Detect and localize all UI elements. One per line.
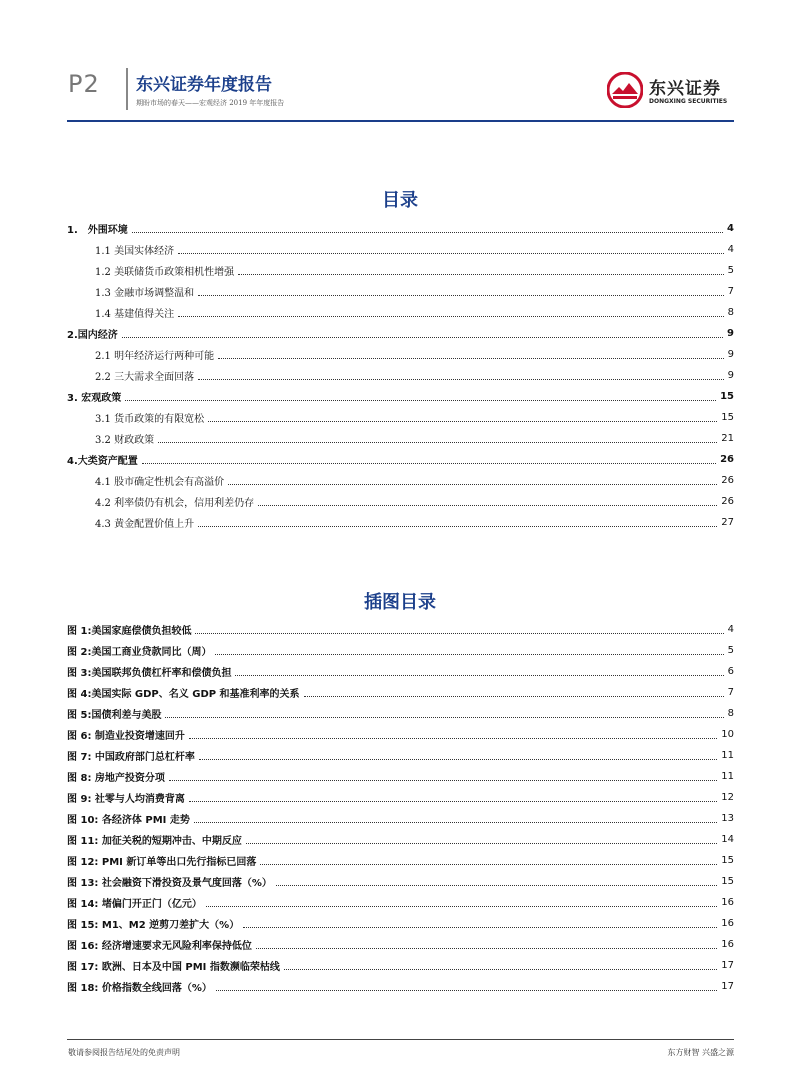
figure-entry[interactable]: [67, 661, 734, 682]
dot-leader: [189, 801, 717, 802]
entry-label: 2.1 明年经济运行两种可能: [95, 351, 215, 362]
dot-leader: [246, 843, 717, 844]
dot-leader: [258, 505, 717, 506]
contents-title: 目录: [382, 190, 418, 211]
entry-label: 1.2 美联储货币政策相机性增强: [95, 267, 235, 278]
figure-entry[interactable]: [67, 640, 734, 661]
toc-entry[interactable]: [67, 386, 734, 407]
figure-entry[interactable]: [67, 787, 734, 808]
entry-label: 图 18: 价格指数全线回落（%）: [67, 983, 212, 994]
figure-entry[interactable]: [67, 829, 734, 850]
entry-page-number: 27: [721, 517, 734, 528]
entry-label: 图 4:美国实际 GDP、名义 GDP 和基准利率的关系: [67, 689, 300, 700]
entry-label: 图 16: 经济增速要求无风险利率保持低位: [67, 941, 252, 952]
entry-page-number: 13: [721, 813, 734, 824]
entry-page-number: 11: [721, 750, 734, 761]
dot-leader: [198, 295, 724, 296]
entry-page-number: 4: [727, 223, 734, 234]
figure-entry[interactable]: [67, 976, 734, 997]
entry-label: 图 14: 堵偏门开正门（亿元）: [67, 899, 202, 910]
figure-entry[interactable]: [67, 892, 734, 913]
dongxing-logo-icon: [607, 72, 643, 108]
entry-page-number: 8: [727, 708, 734, 719]
figures-title: 插图目录: [364, 592, 436, 613]
entry-page-number: 15: [721, 876, 734, 887]
entry-label: 3.2 财政政策: [95, 435, 155, 446]
entry-page-number: 4: [727, 244, 734, 255]
toc-entry[interactable]: [67, 407, 734, 428]
report-title: 东兴证券年度报告: [136, 75, 272, 95]
dot-leader: [276, 885, 717, 886]
entry-label: 4.大类资产配置: [67, 456, 138, 467]
dot-leader: [122, 337, 723, 338]
dot-leader: [199, 759, 717, 760]
toc-entry[interactable]: [67, 302, 734, 323]
entry-label: 图 8: 房地产投资分项: [67, 773, 165, 784]
entry-label: 图 1:美国家庭偿债负担较低: [67, 626, 192, 637]
entry-page-number: 7: [727, 286, 734, 297]
entry-label: 1. 外围环境: [67, 225, 128, 236]
entry-page-number: 16: [721, 939, 734, 950]
entry-page-number: 15: [721, 412, 734, 423]
dot-leader: [194, 822, 717, 823]
dot-leader: [195, 633, 723, 634]
entry-page-number: 5: [727, 265, 734, 276]
entry-label: 3. 宏观政策: [67, 393, 122, 404]
header-rule: [67, 120, 734, 122]
entry-page-number: 26: [720, 454, 734, 465]
figure-entry[interactable]: [67, 745, 734, 766]
dot-leader: [189, 738, 717, 739]
entry-label: 图 7: 中国政府部门总杠杆率: [67, 752, 195, 763]
entry-page-number: 8: [727, 307, 734, 318]
entry-page-number: 9: [727, 328, 734, 339]
entry-label: 3.1 货币政策的有限宽松: [95, 414, 205, 425]
report-subtitle: 期盼市场的春天——宏观经济 2019 年年度报告: [136, 99, 285, 107]
entry-label: 4.1 股市确定性机会有高溢价: [95, 477, 225, 488]
figure-entry[interactable]: [67, 724, 734, 745]
toc-entry[interactable]: [67, 344, 734, 365]
entry-label: 2.国内经济: [67, 330, 118, 341]
figure-entry[interactable]: [67, 871, 734, 892]
entry-page-number: 6: [727, 666, 734, 677]
figure-entry[interactable]: [67, 913, 734, 934]
dot-leader: [178, 253, 724, 254]
entry-page-number: 14: [721, 834, 734, 845]
entry-label: 4.2 利率债仍有机会，信用利差仍存: [95, 498, 255, 509]
entry-page-number: 9: [727, 349, 734, 360]
dot-leader: [178, 316, 724, 317]
figure-entry[interactable]: [67, 703, 734, 724]
dot-leader: [215, 654, 723, 655]
entry-label: 图 12: PMI 新订单等出口先行指标已回落: [67, 857, 257, 868]
figure-entry[interactable]: [67, 766, 734, 787]
figure-entry[interactable]: [67, 955, 734, 976]
dot-leader: [284, 969, 717, 970]
toc-entry[interactable]: [67, 449, 734, 470]
dot-leader: [165, 717, 723, 718]
entry-page-number: 17: [721, 960, 734, 971]
entry-label: 图 11: 加征关税的短期冲击、中期反应: [67, 836, 242, 847]
footer-disclaimer: 敬请参阅报告结尾处的免责声明: [68, 1048, 180, 1057]
entry-label: 1.3 金融市场调整温和: [95, 288, 195, 299]
entry-label: 图 10: 各经济体 PMI 走势: [67, 815, 190, 826]
dot-leader: [235, 675, 723, 676]
entry-page-number: 17: [721, 981, 734, 992]
toc-entry[interactable]: [67, 365, 734, 386]
figure-entry[interactable]: [67, 808, 734, 829]
dot-leader: [125, 400, 716, 401]
dot-leader: [169, 780, 717, 781]
entry-page-number: 12: [721, 792, 734, 803]
entry-label: 图 17: 欧洲、日本及中国 PMI 指数濒临荣枯线: [67, 962, 280, 973]
toc-entry[interactable]: [67, 428, 734, 449]
footer-slogan: 东方财智 兴盛之源: [667, 1048, 734, 1057]
toc-entry[interactable]: [67, 323, 734, 344]
figure-entry[interactable]: [67, 934, 734, 955]
toc-entry[interactable]: [67, 260, 734, 281]
entry-label: 1.1 美国实体经济: [95, 246, 175, 257]
dot-leader: [238, 274, 724, 275]
entry-label: 图 15: M1、M2 逆剪刀差扩大（%）: [67, 920, 240, 931]
entry-page-number: 10: [721, 729, 734, 740]
dot-leader: [304, 696, 724, 697]
entry-label: 图 5:国债利差与美股: [67, 710, 162, 721]
page-number: P2: [68, 70, 100, 98]
entry-label: 图 6: 制造业投资增速回升: [67, 731, 185, 742]
entry-page-number: 15: [720, 391, 734, 402]
entry-page-number: 5: [727, 645, 734, 656]
dot-leader: [132, 232, 723, 233]
toc-entry[interactable]: [67, 281, 734, 302]
entry-page-number: 16: [721, 918, 734, 929]
entry-label: 图 13: 社会融资下滑投资及景气度回落（%）: [67, 878, 272, 889]
entry-label: 4.3 黄金配置价值上升: [95, 519, 195, 530]
figures-list: [67, 619, 734, 997]
company-logo: [607, 72, 732, 110]
dot-leader: [228, 484, 717, 485]
entry-page-number: 7: [727, 687, 734, 698]
entry-page-number: 26: [721, 475, 734, 486]
footer-rule: [67, 1039, 734, 1040]
toc-entry[interactable]: [67, 470, 734, 491]
toc-entry[interactable]: [67, 239, 734, 260]
entry-label: 图 9: 社零与人均消费背离: [67, 794, 185, 805]
dot-leader: [142, 463, 716, 464]
entry-label: 图 2:美国工商业贷款同比（周）: [67, 647, 212, 658]
entry-label: 图 3:美国联邦负债杠杆率和偿债负担: [67, 668, 232, 679]
entry-page-number: 21: [721, 433, 734, 444]
dot-leader: [260, 864, 717, 865]
figure-entry[interactable]: [67, 850, 734, 871]
entry-page-number: 15: [721, 855, 734, 866]
dot-leader: [198, 379, 724, 380]
dot-leader: [206, 906, 717, 907]
entry-page-number: 11: [721, 771, 734, 782]
dot-leader: [256, 948, 717, 949]
entry-page-number: 16: [721, 897, 734, 908]
dot-leader: [198, 526, 717, 527]
entry-page-number: 9: [727, 370, 734, 381]
toc-entry[interactable]: [67, 512, 734, 533]
dot-leader: [208, 421, 717, 422]
dot-leader: [218, 358, 724, 359]
entry-page-number: 26: [721, 496, 734, 507]
logo-english-name: DONGXING SECURITIES: [649, 98, 728, 105]
entry-page-number: 4: [727, 624, 734, 635]
toc-entry[interactable]: [67, 218, 734, 239]
figure-entry[interactable]: [67, 619, 734, 640]
dot-leader: [158, 442, 717, 443]
contents-list: [67, 218, 734, 533]
entry-label: 2.2 三大需求全面回落: [95, 372, 195, 383]
entry-label: 1.4 基建值得关注: [95, 309, 175, 320]
dot-leader: [243, 927, 717, 928]
toc-entry[interactable]: [67, 491, 734, 512]
dot-leader: [216, 990, 717, 991]
logo-chinese-name: 东兴证券: [649, 79, 721, 99]
figure-entry[interactable]: [67, 682, 734, 703]
header-divider: [126, 68, 128, 110]
